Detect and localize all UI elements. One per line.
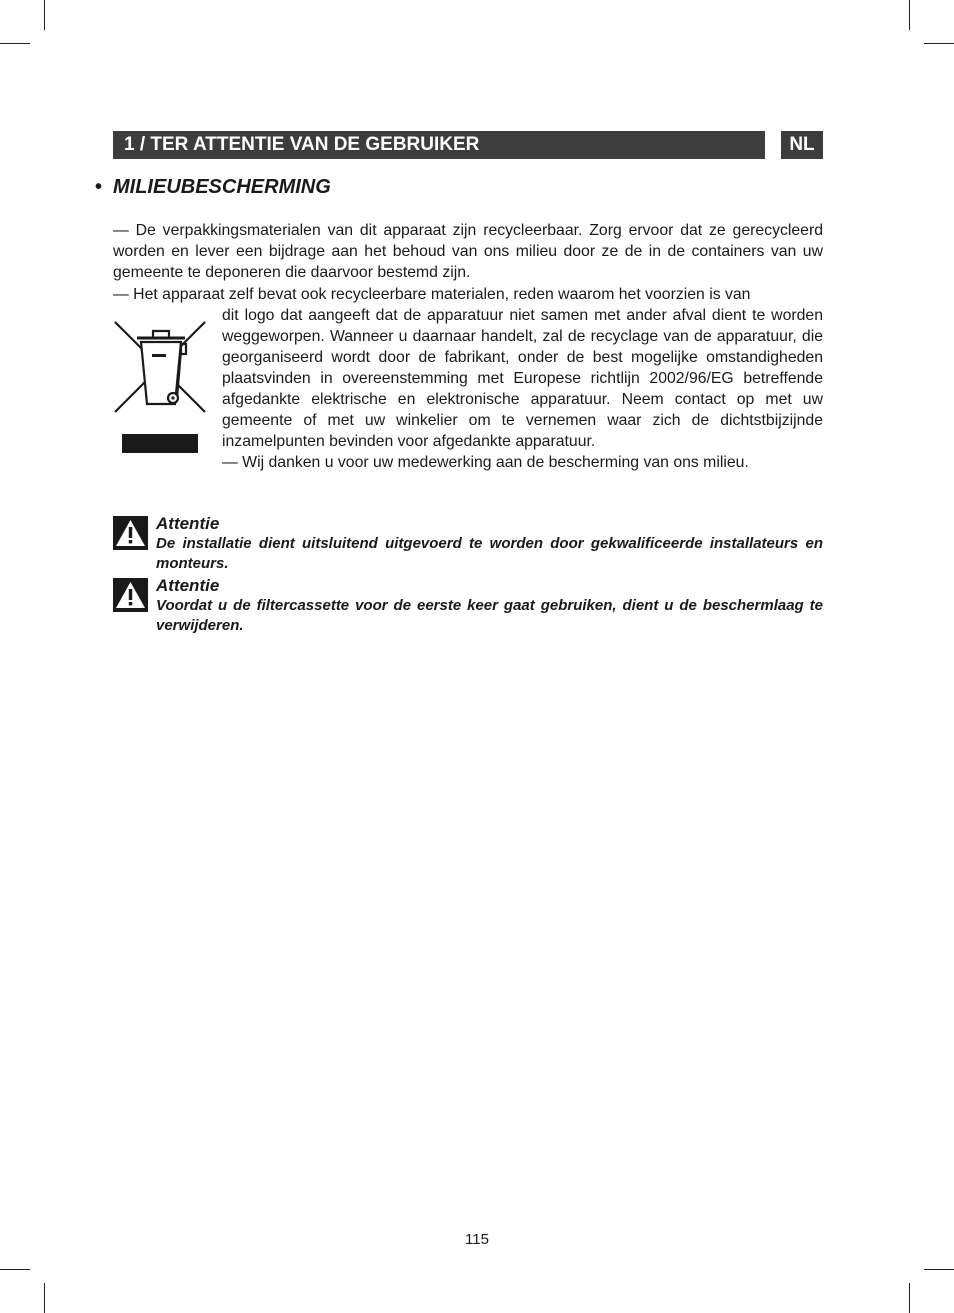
notice-title: Attentie: [156, 576, 220, 595]
weee-solid-bar: [122, 434, 198, 453]
page-number: 115: [465, 1231, 489, 1248]
notice-text: Voordat u de filtercassette voor de eerste keer gaat gebruiken, dient u de beschermlaag te verwijderen.: [156, 597, 823, 634]
section-title: [95, 175, 331, 199]
paragraph-thanks: — Wij danken u voor uw medewerking aan de bescherming van ons milieu.: [222, 454, 749, 471]
bullet: •: [95, 176, 103, 198]
section-title-text: MILIEUBESCHERMING: [113, 176, 331, 198]
paragraph-packaging: — De verpakkingsmaterialen van dit apparaat zijn recycleerbaar. Zorg ervoor dat ze gerecycleerd worden en lever een bijdrage aan het behoud van ons milieu door ze de in de containers van uw gemeente te deponeren die daarvoor bestemd zijn.: [113, 222, 823, 281]
warning-icon: [113, 578, 148, 612]
section-header: 1 / TER ATTENTIE VAN DE GEBRUIKER: [113, 131, 765, 159]
crop-mark: [924, 43, 954, 44]
crossed-out-wheelie-bin-icon: [111, 318, 209, 416]
crop-mark: [44, 0, 45, 30]
warning-icon: [113, 516, 148, 550]
notice-title: Attentie: [156, 514, 220, 533]
crop-mark: [44, 1283, 45, 1313]
notice-text: De installatie dient uitsluitend uitgevoerd te worden door gekwalificeerde installateurs en monteurs.: [156, 535, 823, 572]
crop-mark: [909, 1283, 910, 1313]
language-badge: NL: [781, 131, 823, 159]
crop-mark: [0, 43, 30, 44]
notice-filter-cassette: [156, 575, 823, 636]
crop-mark: [924, 1269, 954, 1270]
notice-installation: [156, 513, 823, 574]
crop-mark: [909, 0, 910, 30]
crop-mark: [0, 1269, 30, 1270]
paragraph-appliance-first-line: — Het apparaat zelf bevat ook recycleerbare materialen, reden waarom het voorzien is van: [113, 286, 751, 303]
paragraph-appliance: dit logo dat aangeeft dat de apparatuur niet samen met ander afval dient te worden weggeworpen. Wanneer u daarnaar handelt, zal de recyclage van de apparatuur, die georganiseerd wordt door de fabrikant, onder de best mogelijke omstandigheden plaatsvinden in overeenstemming met Europese richtlijn 2002/96/EG betreffende afgedankte elektrische en elektronische apparatuur. Neem contact op met uw gemeente of met uw winkelier om te vernemen waar zich de dichtstbijzijnde inzamelpunten bevinden voor afgedankte apparatuur.: [222, 307, 823, 450]
